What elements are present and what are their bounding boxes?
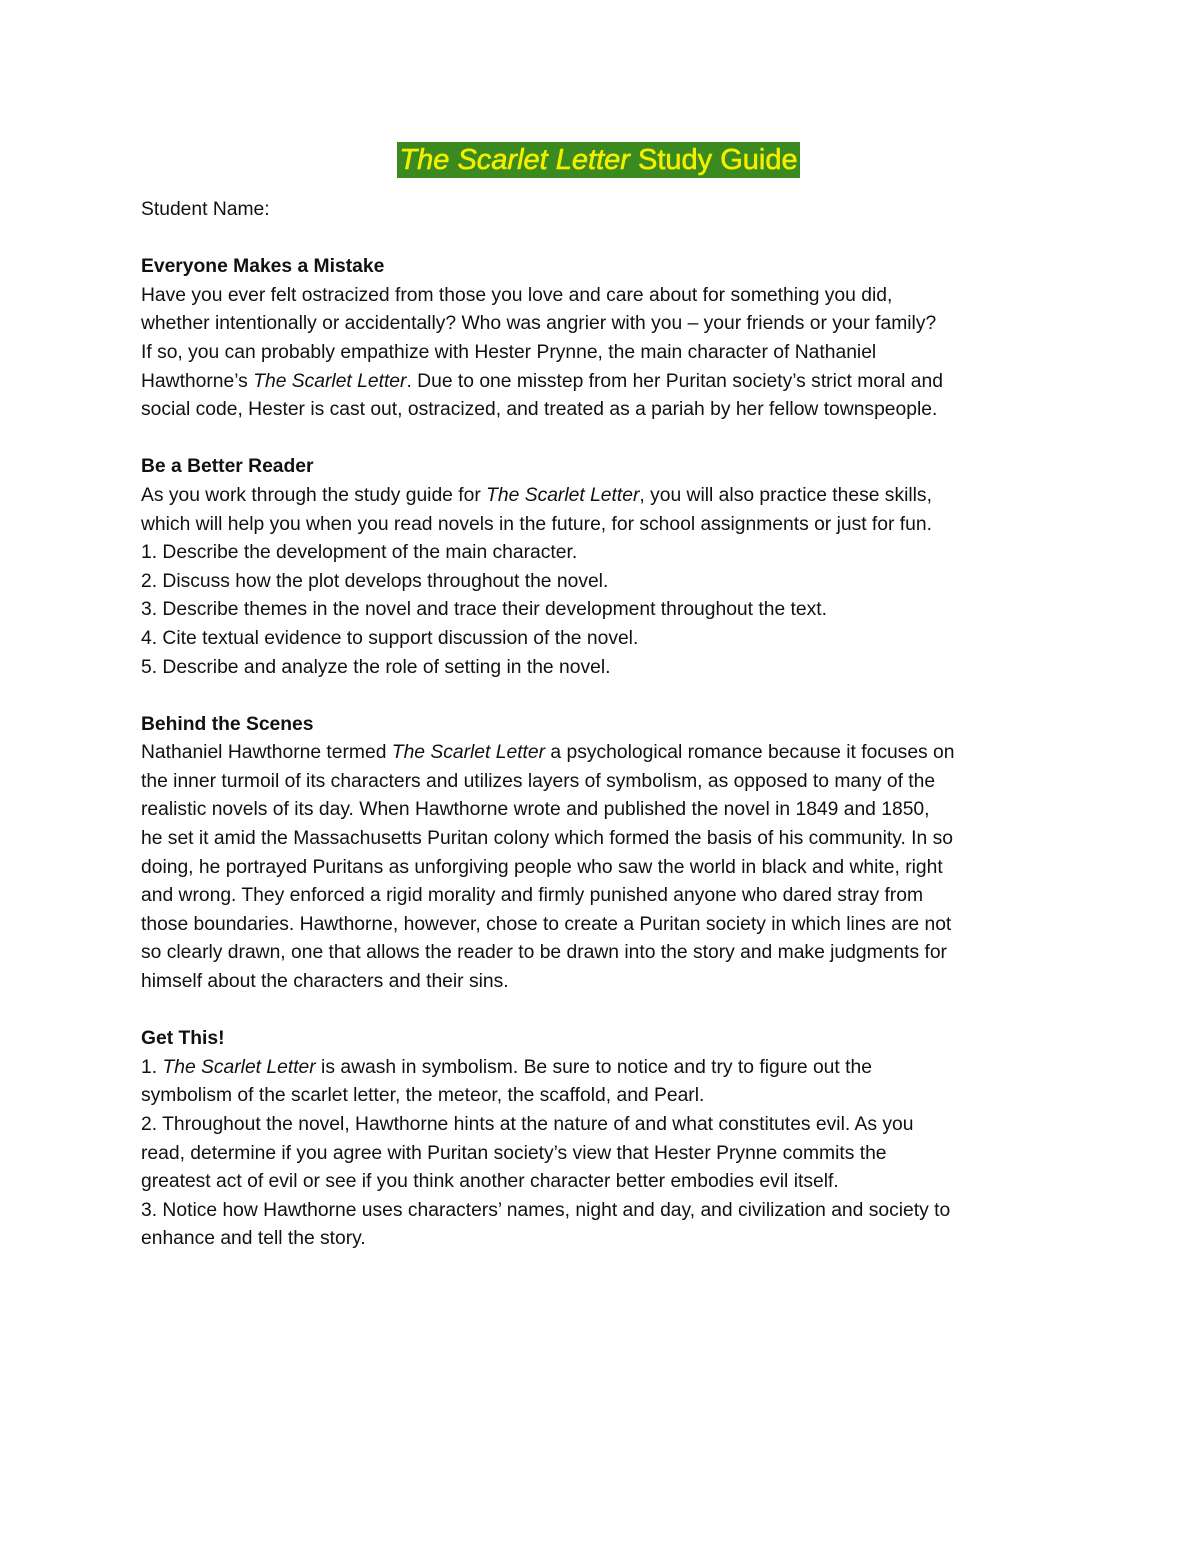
text-line: doing, he portrayed Puritans as unforgiving people who saw the world in black and white, right [141,856,943,878]
text-line: 2. Discuss how the plot develops throughout the novel. [141,570,609,592]
text-line: the inner turmoil of its characters and utilizes layers of symbolism, as opposed to many of the [141,770,936,792]
title-italic: The Scarlet Letter [399,144,630,176]
text-line: and wrong. They enforced a rigid morality and firmly punished anyone who dared stray from [141,885,924,907]
section [141,453,1056,682]
text-line: symbolism of the scarlet letter, the meteor, the scaffold, and Pearl. [141,1085,705,1107]
book-title-italic: The Scarlet Letter [253,370,407,392]
text-line: social code, Hester is cast out, ostracized, and treated as a pariah by her fellow townspeople. [141,399,938,421]
section-heading: Get This! [141,1028,225,1050]
text-run: 1. [141,1056,163,1078]
text-line: realistic novels of its day. When Hawthorne wrote and published the novel in 1849 and 1850, [141,799,930,821]
text-line [141,1054,1056,1083]
book-title-italic: The Scarlet Letter [162,1056,316,1078]
section-heading: Behind the Scenes [141,713,314,735]
text-run: As you work through the study guide for [141,484,487,506]
text-run: Hawthorne’s [141,370,254,392]
text-line: he set it amid the Massachusetts Puritan colony which formed the basis of his community. In so [141,828,953,850]
text-line: Have you ever felt ostracized from those you love and care about for something you did, [141,284,893,306]
text-line: 3. Notice how Hawthorne uses characters’ names, night and day, and civilization and society to [141,1199,951,1221]
text-line: 4. Cite textual evidence to support discussion of the novel. [141,627,639,649]
section-body [141,739,1056,996]
text-run: . Due to one misstep from her Puritan society’s strict moral and [406,370,943,392]
text-line: enhance and tell the story. [141,1228,366,1250]
text-line: 3. Describe themes in the novel and trace their development throughout the text. [141,599,827,621]
section [141,711,1056,997]
text-line: whether intentionally or accidentally? Who was angrier with you – your friends or your family? [141,313,937,335]
book-title-italic: The Scarlet Letter [391,742,546,764]
text-line: which will help you when you read novels in the future, for school assignments or just for fun. [141,513,932,535]
text-line: 1. Describe the development of the main character. [141,542,578,564]
sections-container [141,253,1056,1254]
section-body [141,482,1056,682]
text-run: a psychological romance because it focuses on [545,742,955,764]
text-run: is awash in symbolism. Be sure to notice and try to figure out the [315,1056,872,1078]
student-name-label: Student Name: [141,199,270,220]
title-wrap [141,142,1056,179]
page-title [397,142,799,178]
text-line: 2. Throughout the novel, Hawthorne hints at the nature of and what constitutes evil. As you [141,1114,914,1135]
section [141,253,1056,425]
text-line: so clearly drawn, one that allows the reader to be drawn into the story and make judgments for [141,942,947,964]
text-run: , you will also practice these skills, [639,484,932,506]
section-body [141,282,1056,425]
text-run: Nathaniel Hawthorne termed [141,742,392,764]
section [141,1025,1056,1254]
document-page [141,142,1056,1254]
text-line: 5. Describe and analyze the role of setting in the novel. [141,656,611,678]
text-line [141,482,1056,511]
section-heading: Everyone Makes a Mistake [141,256,385,278]
section-heading: Be a Better Reader [141,456,314,478]
section-body [141,1054,1056,1254]
text-line [141,739,1056,768]
text-line: read, determine if you agree with Puritan society’s view that Hester Prynne commits the [141,1142,887,1164]
text-line [141,368,1056,397]
text-line: greatest act of evil or see if you think another character better embodies evil itself. [141,1171,839,1193]
book-title-italic: The Scarlet Letter [486,484,640,506]
text-line: himself about the characters and their sins. [141,971,509,993]
text-line: those boundaries. Hawthorne, however, chose to create a Puritan society in which lines are not [141,913,952,935]
text-line: If so, you can probably empathize with Hester Prynne, the main character of Nathaniel [141,341,877,363]
title-rest: Study Guide [629,144,798,176]
